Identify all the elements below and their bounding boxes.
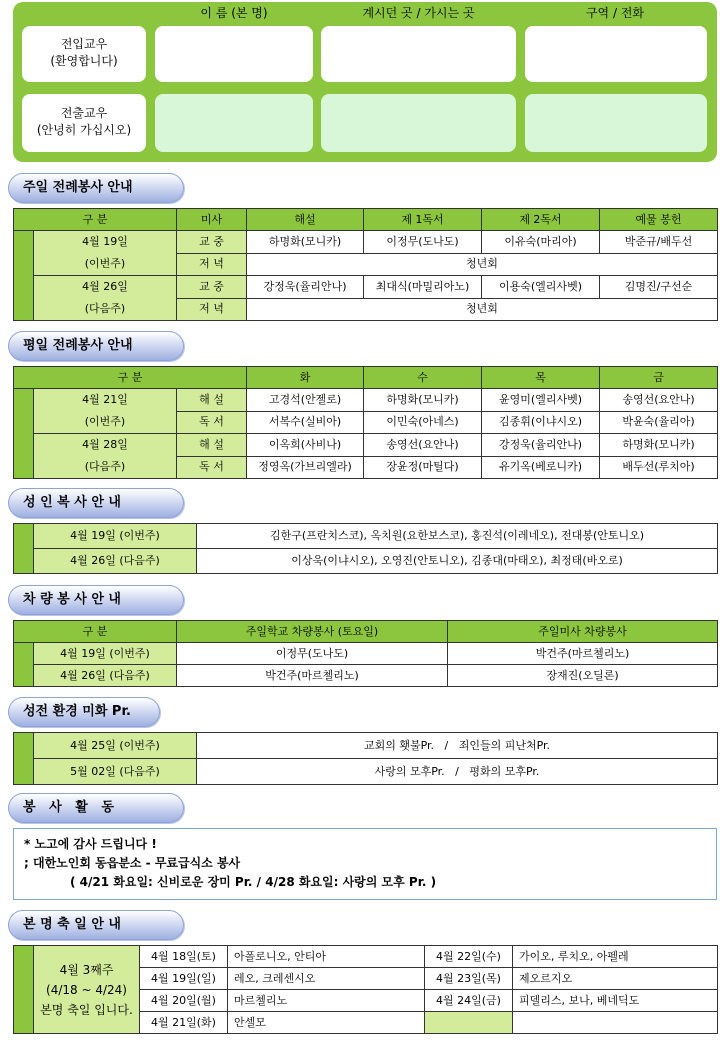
left-bar	[14, 733, 34, 785]
names-cell: 김한구(프란치스코), 옥치원(요한보스코), 홍진석(이레네오), 전대봉(안토니오)	[197, 524, 718, 549]
cell: 장윤정(마틸다)	[364, 456, 482, 479]
date-cell: 4월 19일 (이번주)	[34, 524, 197, 549]
cell: 배두선(루치아)	[600, 456, 718, 479]
mass-type: 저 녁	[177, 253, 247, 276]
cell: 이정무(도나도)	[364, 231, 482, 254]
feast-date: 4월 24일(금)	[425, 990, 513, 1012]
feast-names: 안셀모	[228, 1012, 425, 1034]
incoming-label: 전입교우 (환영합니다)	[22, 26, 146, 82]
role: 해 설	[177, 389, 247, 412]
cell: 청년회	[247, 298, 718, 321]
left-bar	[14, 643, 34, 687]
cell: 송영선(요안나)	[364, 434, 482, 457]
feast-title: 본 명 축 일 안 내	[8, 910, 184, 940]
vehicle-title: 차 량 봉 사 안 내	[8, 585, 184, 615]
cell: 박윤숙(율리아)	[600, 411, 718, 434]
date-cell: 4월 26일 (다음주)	[34, 549, 197, 574]
cell: 하명화(모니카)	[247, 231, 364, 254]
cell: 박건주(마르첼리노)	[448, 643, 718, 665]
cell: 송영선(요안나)	[600, 389, 718, 412]
feast-date: 4월 19일(일)	[140, 968, 228, 990]
vehicle-table	[13, 620, 718, 687]
mass-type: 교 중	[177, 276, 247, 299]
cell: 박건주(마르첼리노)	[177, 665, 448, 687]
feast-date: 4월 18일(토)	[140, 946, 228, 968]
sunday-table	[13, 208, 718, 321]
week-cell: 4월 28일 (다음주)	[34, 434, 177, 479]
feast-table	[13, 945, 718, 1034]
header-thu: 목	[482, 367, 600, 389]
header-fri: 금	[600, 367, 718, 389]
header-category: 구 분	[14, 209, 177, 231]
cell: 강정욱(율리안나)	[247, 276, 364, 299]
left-bar	[14, 524, 34, 574]
transfer-header-place: 계시던 곳 / 가시는 곳	[362, 6, 475, 20]
header-category: 구 분	[14, 621, 177, 643]
cell: 이유숙(마리아)	[482, 231, 600, 254]
role: 해 설	[177, 434, 247, 457]
cell: 김종휘(이냐시오)	[482, 411, 600, 434]
altar-table	[13, 523, 718, 574]
date-cell: 4월 26일 (다음주)	[34, 665, 177, 687]
cell: 하명화(모니카)	[600, 434, 718, 457]
left-bar	[14, 231, 34, 321]
date-cell: 4월 25일 (이번주)	[34, 733, 197, 759]
outgoing-place-field[interactable]	[321, 94, 516, 152]
service-line-2: ; 대한노인회 동읍분소 - 무료급식소 봉사	[24, 856, 241, 870]
role: 독 서	[177, 456, 247, 479]
text-cell: 교회의 횃불Pr. / 죄인들의 피난처Pr.	[197, 733, 718, 759]
feast-date: 4월 23일(목)	[425, 968, 513, 990]
feast-date: 4월 21일(화)	[140, 1012, 228, 1034]
text-cell: 사랑의 모후Pr. / 평화의 모후Pr.	[197, 759, 718, 785]
header-commentary: 해설	[247, 209, 364, 231]
feast-names: 가이오, 루치오, 아펠레	[513, 946, 718, 968]
outgoing-contact-field[interactable]	[525, 94, 707, 152]
cell: 이용숙(엘리사벳)	[482, 276, 600, 299]
cell: 이옥희(사비나)	[247, 434, 364, 457]
cell: 고경석(안젤로)	[247, 389, 364, 412]
header-reading2: 제 2독서	[482, 209, 600, 231]
cell: 정영옥(가브리엘라)	[247, 456, 364, 479]
role: 독 서	[177, 411, 247, 434]
incoming-name-field[interactable]	[155, 26, 313, 82]
outgoing-name-field[interactable]	[155, 94, 313, 152]
feast-names: 제오르지오	[513, 968, 718, 990]
cell: 김명진/구선순	[600, 276, 718, 299]
header-mass: 미사	[177, 209, 247, 231]
header-wed: 수	[364, 367, 482, 389]
cell: 하명화(모니카)	[364, 389, 482, 412]
left-bar	[14, 389, 34, 479]
mass-type: 교 중	[177, 231, 247, 254]
altar-title: 성 인 복 사 안 내	[8, 488, 184, 518]
incoming-contact-field[interactable]	[525, 26, 707, 82]
weekday-title: 평일 전례봉사 안내	[8, 331, 184, 361]
cell: 강정욱(율리안나)	[482, 434, 600, 457]
feast-names: 피델리스, 보나, 베네딕도	[513, 990, 718, 1012]
feast-names: 마르첼리노	[228, 990, 425, 1012]
names-cell: 이상욱(이냐시오), 오영진(안토니오), 김종대(마태오), 최정태(바오로)	[197, 549, 718, 574]
mass-type: 저 녁	[177, 298, 247, 321]
feast-date-empty	[425, 1012, 513, 1034]
cell: 최대식(마밀리아노)	[364, 276, 482, 299]
week-cell: 4월 19일 (이번주)	[34, 231, 177, 276]
header-offering: 예물 봉헌	[600, 209, 718, 231]
week-cell: 4월 26일 (다음주)	[34, 276, 177, 321]
feast-date: 4월 20일(월)	[140, 990, 228, 1012]
header-reading1: 제 1독서	[364, 209, 482, 231]
flower-title: 성전 환경 미화 Pr.	[8, 697, 160, 727]
date-cell: 4월 19일 (이번주)	[34, 643, 177, 665]
cell: 이민숙(아네스)	[364, 411, 482, 434]
feast-names-empty	[513, 1012, 718, 1034]
service-title: 봉 사 활 동	[8, 793, 184, 823]
transfer-header-name: 이 름 (본 명)	[200, 6, 268, 20]
service-line-3: ( 4/21 화요일: 신비로운 장미 Pr. / 4/28 화요일: 사랑의 모후 Pr. )	[70, 875, 437, 889]
cell: 박준규/배두선	[600, 231, 718, 254]
weekday-table	[13, 366, 718, 479]
service-box	[13, 828, 717, 900]
transfer-header-contact: 구역 / 전화	[585, 6, 645, 20]
service-line-1: * 노고에 감사 드립니다 !	[24, 837, 157, 851]
feast-date: 4월 22일(수)	[425, 946, 513, 968]
header-sunday: 주일미사 차량봉사	[448, 621, 718, 643]
outgoing-label: 전출교우 (안녕히 가십시오)	[22, 94, 146, 152]
cell: 장재진(오딜론)	[448, 665, 718, 687]
header-tue: 화	[247, 367, 364, 389]
cell: 이정무(도나도)	[177, 643, 448, 665]
feast-week-cell: 4월 3째주 (4/18 ~ 4/24) 본명 축일 입니다.	[34, 946, 140, 1034]
cell: 청년회	[247, 253, 718, 276]
week-cell: 4월 21일 (이번주)	[34, 389, 177, 434]
date-cell: 5월 02일 (다음주)	[34, 759, 197, 785]
cell: 윤영미(엘리사벳)	[482, 389, 600, 412]
feast-names: 아폴로니오, 안티아	[228, 946, 425, 968]
sunday-title: 주일 전례봉사 안내	[8, 173, 184, 203]
feast-names: 레오, 크레센시오	[228, 968, 425, 990]
flower-table	[13, 732, 718, 785]
cell: 유기옥(베로니카)	[482, 456, 600, 479]
header-school: 주일학교 차량봉사 (토요일)	[177, 621, 448, 643]
cell: 서복수(실비아)	[247, 411, 364, 434]
header-category: 구 분	[14, 367, 247, 389]
incoming-place-field[interactable]	[321, 26, 516, 82]
left-bar	[14, 946, 34, 1034]
